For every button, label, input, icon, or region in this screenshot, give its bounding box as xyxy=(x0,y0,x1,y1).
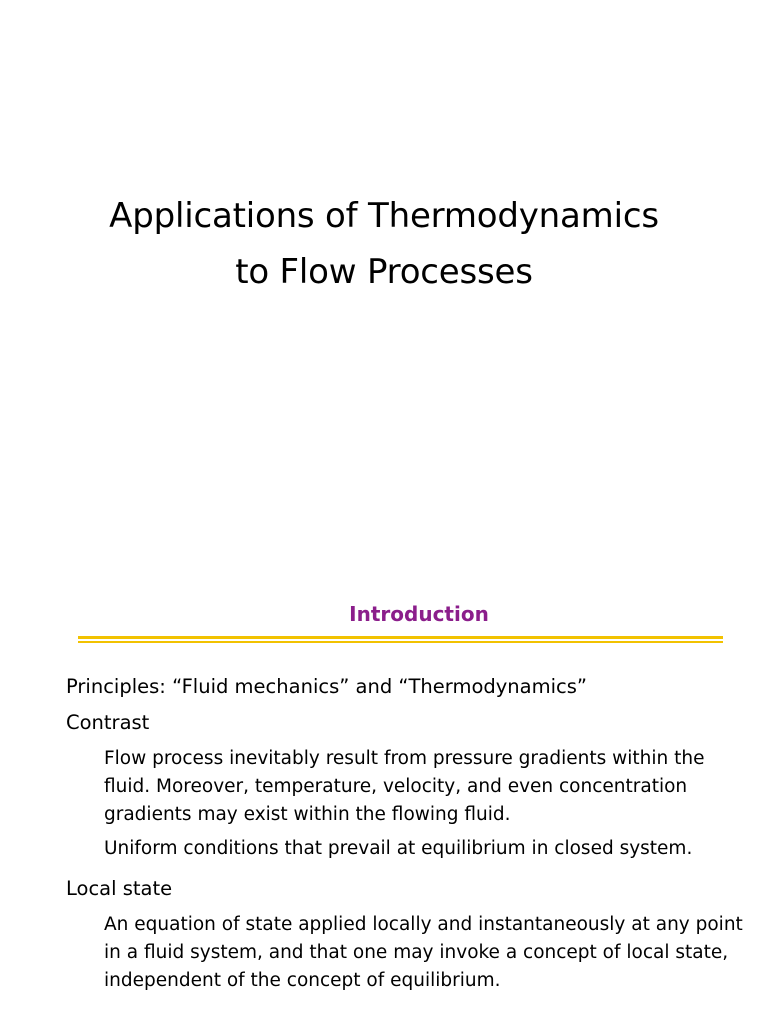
title-line-1: Applications of Thermodynamics xyxy=(109,196,659,236)
bullet-principles: Principles: “Fluid mechanics” and “Thermodynamics” xyxy=(66,675,588,698)
section-heading: Introduction xyxy=(349,602,489,626)
introduction-slide xyxy=(0,576,768,1024)
presentation-title xyxy=(0,188,768,300)
bullet-contrast: Contrast xyxy=(66,711,150,734)
title-line-2: to Flow Processes xyxy=(235,252,533,292)
bullet-list xyxy=(66,673,746,1001)
bullet-local-state: Local state xyxy=(66,877,173,900)
divider-line-bottom xyxy=(78,641,723,643)
sub-bullet-flow-process: Flow process inevitably result from pressure gradients within the fluid. Moreover, temperature, velocity, and even concentration gradients may exist within the flowing fluid. xyxy=(104,748,705,825)
sub-bullet-equation-of-state: An equation of state applied locally and instantaneously at any point in a fluid system, and that one may invoke a concept of local state, independent of the concept of equilibrium. xyxy=(104,914,743,991)
divider-line-top xyxy=(78,636,723,639)
sub-bullet-uniform-conditions: Uniform conditions that prevail at equilibrium in closed system. xyxy=(104,838,693,859)
heading-divider xyxy=(78,636,723,643)
